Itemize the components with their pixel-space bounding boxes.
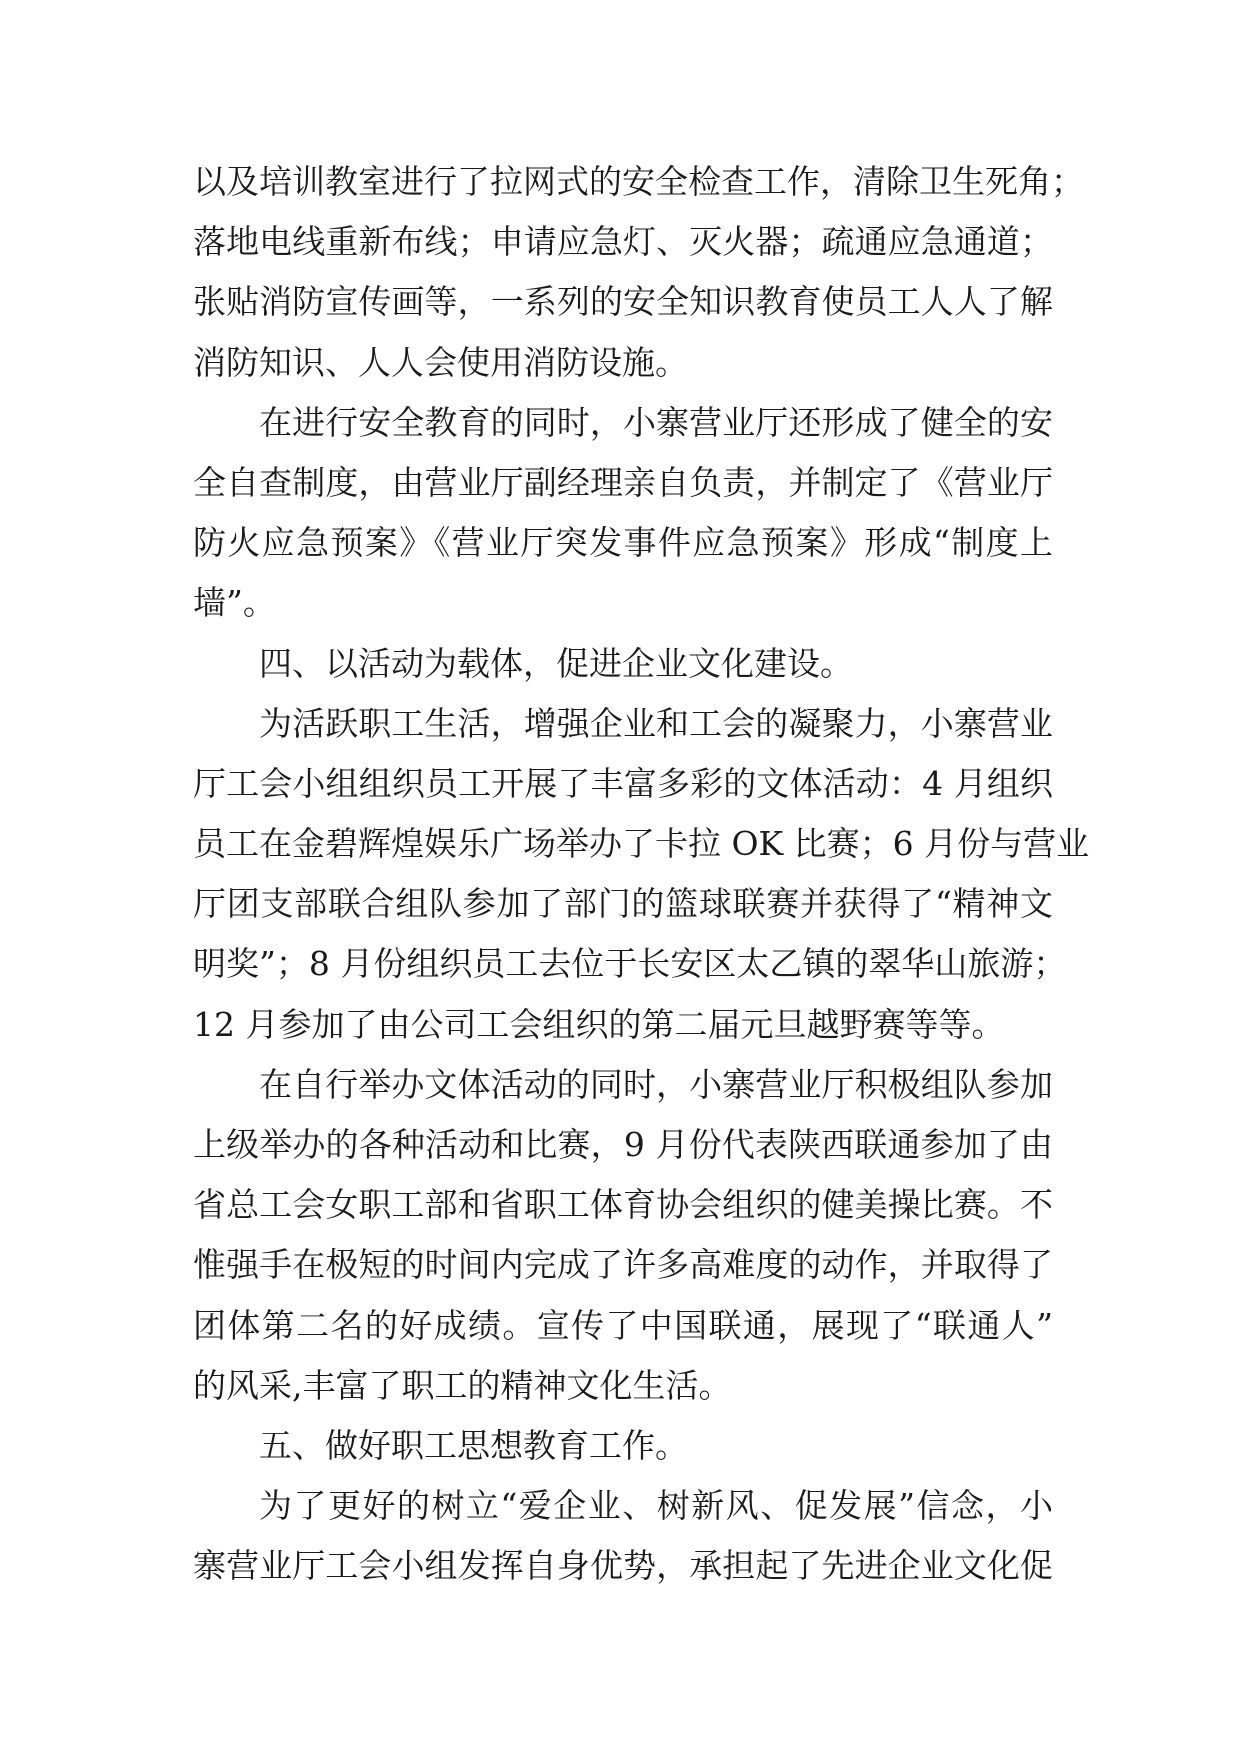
text-line: 厅团支部联合组队参加了部门的篮球联赛并获得了“精神文	[193, 884, 1053, 924]
paragraph-competitions	[193, 1055, 1053, 1416]
text-line: 墙”。	[193, 583, 276, 623]
text-line: 惟强手在极短的时间内完成了许多高难度的动作，并取得了	[193, 1245, 1053, 1285]
paragraph-safety-check	[193, 152, 1084, 393]
paragraph-ideology	[193, 1476, 1053, 1596]
text-line: 为活跃职工生活，增强企业和工会的凝聚力，小寨营业	[259, 703, 1053, 743]
text-line: 在自行举办文体活动的同时，小寨营业厅积极组队参加	[259, 1064, 1053, 1104]
text-line: 员工在金碧辉煌娱乐广场举办了卡拉 OK 比赛；6 月份与营业	[193, 824, 1090, 864]
text-line: 为了更好的树立“爱企业、树新风、促发展”信念，小	[259, 1486, 1053, 1526]
text-line: 在进行安全教育的同时，小寨营业厅还形成了健全的安	[259, 402, 1053, 442]
text-line: 上级举办的各种活动和比赛，9 月份代表陕西联通参加了由	[193, 1125, 1053, 1164]
section-heading-four	[193, 634, 1053, 694]
paragraph-activities	[193, 694, 1090, 1055]
section-heading: 五、做好职工思想教育工作。	[259, 1425, 688, 1465]
text-line: 厅工会小组组织员工开展了丰富多彩的文体活动：4 月组织	[193, 763, 1053, 803]
text-line: 落地电线重新布线；申请应急灯、灭火器；疏通应急通道；	[193, 222, 1053, 262]
text-line: 寨营业厅工会小组发挥自身优势，承担起了先进企业文化促	[193, 1546, 1053, 1586]
section-heading-five	[193, 1416, 1053, 1476]
text-line: 张贴消防宣传画等，一系列的安全知识教育使员工人人了解	[193, 282, 1053, 322]
paragraph-self-inspection	[193, 393, 1053, 634]
section-heading: 四、以活动为载体，促进企业文化建设。	[259, 643, 853, 683]
text-line: 12 月参加了由公司工会组织的第二届元旦越野赛等等。	[193, 1004, 1005, 1044]
text-line: 以及培训教室进行了拉网式的安全检查工作，清除卫生死角；	[193, 162, 1084, 201]
text-line: 省总工会女职工部和省职工体育协会组织的健美操比赛。不	[193, 1185, 1053, 1225]
text-line: 防火应急预案》《营业厅突发事件应急预案》形成“制度上	[193, 523, 1053, 563]
document-body	[193, 152, 1090, 1597]
text-line: 的风采,丰富了职工的精神文化生活。	[193, 1365, 732, 1405]
text-line: 全自查制度，由营业厅副经理亲自负责，并制定了《营业厅	[193, 462, 1053, 502]
text-line: 消防知识、人人会使用消防设施。	[193, 342, 688, 382]
text-line: 明奖”；8 月份组织员工去位于长安区太乙镇的翠华山旅游；	[193, 944, 1067, 984]
text-line: 团体第二名的好成绩。宣传了中国联通，展现了“联通人”	[193, 1305, 1053, 1345]
